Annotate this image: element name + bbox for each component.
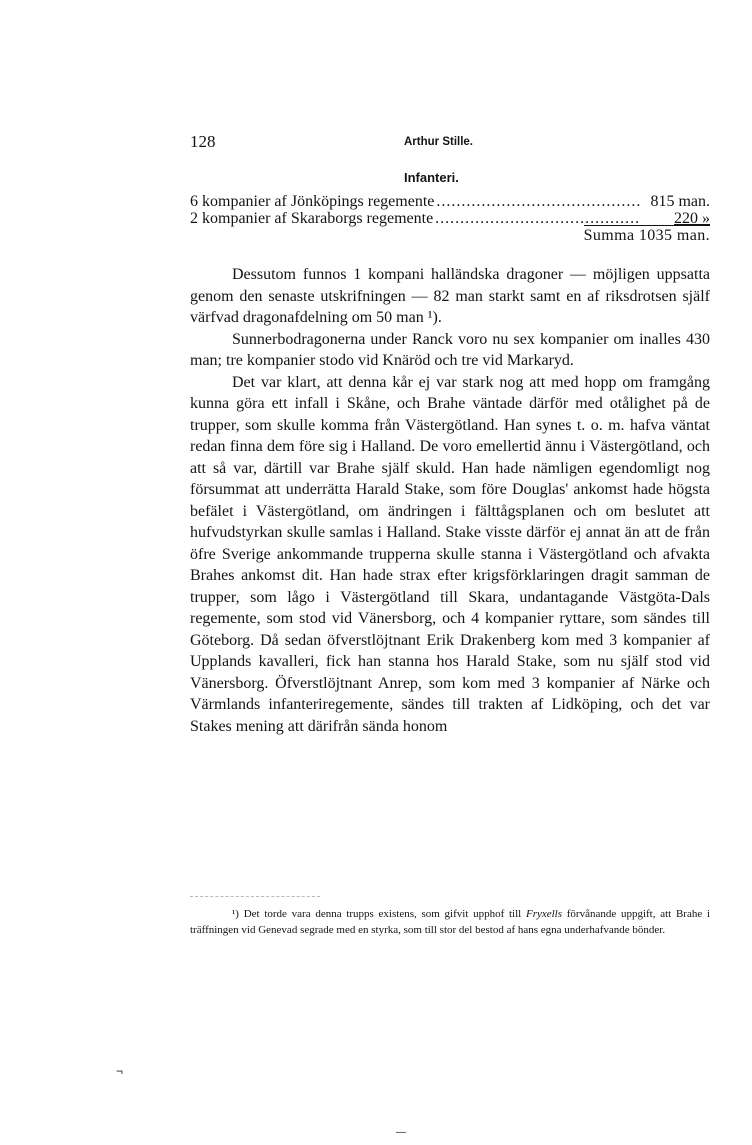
footnote xyxy=(190,906,710,938)
paragraph: Dessutom funnos 1 kompani halländska dragoner — möjligen uppsatta genom den senaste utskrifningen — 82 man starkt samt en af riksdrotsen själf värfvad dragonafdelning om 50 man ¹). xyxy=(190,266,710,326)
running-head: Arthur Stille. xyxy=(404,136,474,148)
footnote-divider xyxy=(190,896,320,897)
troop-value: 815 man. xyxy=(650,193,710,210)
summa-text: Summa 1035 man. xyxy=(583,227,710,244)
paragraph: Det var klart, att denna kår ej var stark nog att med hopp om framgång kunna göra ett infall i Skåne, och Brahe väntade därför med otålighet på de trupper, som skulle komma från Västergötland. Han synes t. o. m. hafva väntat redan finna dem före sig i Halland. De voro emellertid ännu i Västergötland, och att så var, därtill var Brahe själf skuld. Han hade nämligen egendomligt nog försummat att underrätta Harald Stake, som före Douglas' ankomst hade högsta befälet i Västergötland, om ändringen i fälttågsplanen och om beslutet att hufvudstyrkan skulle samlas i Halland. Stake visste därför ej annat än att de från öfre Sverige ankommande trupperna skulle stanna i Västergötland och afvakta Brahes ankomst dit. Han hade strax efter krigsförklaringen dragit samman de trupper, som lågo i Västergötland till Skara, undantagande Västgöta-Dals regemente, som stod vid Vänersborg, och 4 kompanier ryttare, som sändes till Göteborg. Då sedan öfverstlöjtnant Erik Drakenberg kom med 3 kompanier af Upplands kavalleri, fick han stanna hos Harald Stake, som nu själf stod vid Vänersborg. Öfverstlöjtnant Anrep, som kom med 3 kompanier af Närke och Värmlands infanteriregemente, sändes till trakten af Lidköping, och det var Stakes mening att därifrån sända honom xyxy=(190,373,710,735)
troop-value: 220 » xyxy=(674,210,710,227)
bottom-mark: — xyxy=(396,1127,406,1138)
footnote-italic-name: Fryxells xyxy=(525,908,563,920)
body-text xyxy=(190,264,710,737)
troop-row xyxy=(190,193,710,210)
troop-list xyxy=(190,193,710,245)
summa-total xyxy=(190,227,710,245)
footnote-text: Det torde vara denna trupps existens, som gifvit upphof till xyxy=(243,908,522,920)
margin-mark: ¬ xyxy=(116,1064,124,1078)
troop-label: 6 kompanier af Jönköpings regemente xyxy=(190,193,435,210)
footnote-text-continued: förvånande uppgift, att Brahe i träffningen vid Genevad segrade med en styrka, som till stor del bestod af hans egna underhafvande bönder. xyxy=(190,908,710,936)
page-header xyxy=(190,132,710,156)
page-number: 128 xyxy=(190,132,216,151)
leader-dots: ......................................... xyxy=(436,193,642,210)
leader-dots: ......................................... xyxy=(435,210,641,227)
section-heading: Infanteri. xyxy=(404,170,459,185)
paragraph: Sunnerbodragonerna under Ranck voro nu sex kompanier om inalles 430 man; tre kompanier stodo vid Knäröd och tre vid Markaryd. xyxy=(190,330,710,369)
troop-label: 2 kompanier af Skaraborgs regemente xyxy=(190,210,434,227)
footnote-marker: ¹) xyxy=(232,908,239,920)
